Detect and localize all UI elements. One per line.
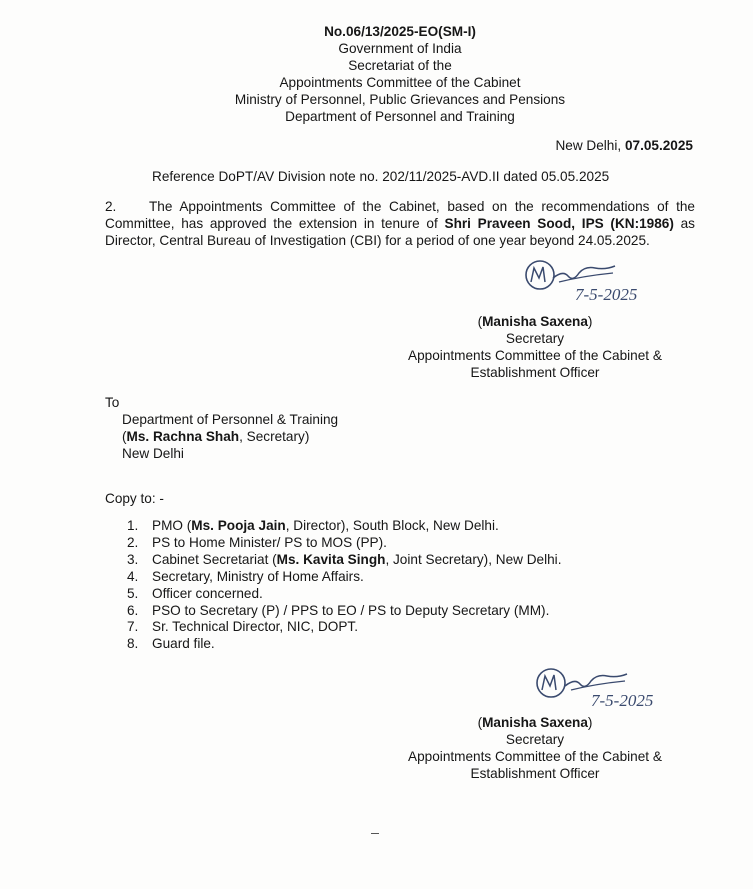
signature-block-2 [335, 714, 735, 782]
signatory-name: Manisha Saxena [482, 314, 588, 329]
main-paragraph [105, 198, 695, 249]
handwritten-signature-1 [523, 258, 683, 313]
signatory-name-line: (Manisha Saxena) [477, 314, 593, 329]
list-item: 1. PMO (Ms. Pooja Jain, Director), South Block, New Delhi. [127, 518, 499, 533]
to-label: To [105, 395, 120, 410]
signature-date-2: 7-5-2025 [591, 691, 654, 710]
header-line-1: Government of India [338, 41, 462, 56]
signature-block-1 [335, 313, 735, 381]
header-line-3: Appointments Committee of the Cabinet [279, 75, 521, 90]
signature-date-1: 7-5-2025 [575, 285, 638, 304]
signatory-office-1: Appointments Committee of the Cabinet & [408, 348, 662, 363]
place-date [555, 138, 693, 155]
order-number: No.06/13/2025-EO(SM-I) [324, 24, 476, 39]
page-mark [371, 833, 379, 834]
addressee-department: Department of Personnel & Training [122, 412, 339, 427]
date: 07.05.2025 [624, 138, 693, 153]
paragraph-text-after: as Director, Central Bureau of Investigation (CBI) for a period of one year beyond 24.05.2025. [105, 216, 695, 248]
place: New Delhi, [555, 138, 625, 153]
signatory-office-2: Establishment Officer [470, 766, 600, 781]
officer-name: Shri Praveen Sood, IPS (KN:1986) [444, 216, 674, 231]
copy-to-list [127, 518, 561, 653]
list-item: 5. Officer concerned. [127, 585, 263, 601]
signatory-name: Manisha Saxena [482, 715, 588, 730]
list-item: 8. Guard file. [127, 636, 215, 652]
paragraph-number: 2. [105, 199, 117, 214]
signature-scribble-1 [523, 258, 683, 308]
signatory-designation: Secretary [505, 732, 565, 747]
header-line-2: Secretariat of the [348, 58, 452, 73]
addressee-city: New Delhi [122, 446, 184, 461]
list-item: 2. PS to Home Minister/ PS to MOS (PP). [127, 534, 387, 550]
letter-header [0, 23, 753, 125]
list-item: 4. Secretary, Ministry of Home Affairs. [127, 568, 364, 584]
header-line-4: Ministry of Personnel, Public Grievances and Pensions [234, 92, 566, 107]
addressee-block [105, 394, 338, 462]
header-line-5: Department of Personnel and Training [285, 109, 515, 124]
signatory-office-1: Appointments Committee of the Cabinet & [408, 749, 662, 764]
list-item: 3. Cabinet Secretariat (Ms. Kavita Singh, Joint Secretary), New Delhi. [127, 551, 562, 567]
signatory-office-2: Establishment Officer [470, 365, 600, 380]
signatory-designation: Secretary [505, 331, 565, 346]
copy-to-label: Copy to: - [105, 491, 164, 506]
list-item: 6. PSO to Secretary (P) / PPS to EO / PS to Deputy Secretary (MM). [127, 602, 550, 618]
addressee-person: (Ms. Rachna Shah, Secretary) [122, 429, 310, 444]
reference-line: Reference DoPT/AV Division note no. 202/11/2025-AVD.II dated 05.05.2025 [152, 169, 610, 184]
handwritten-signature-2 [533, 660, 703, 715]
signatory-name-line: (Manisha Saxena) [477, 715, 593, 730]
list-item: 7. Sr. Technical Director, NIC, DOPT. [127, 619, 358, 635]
paragraph-text-before: The Appointments Committee of the Cabinet, based on the recommendations of the Committee, has approved the extension in tenure of [105, 199, 695, 231]
signature-scribble-2 [533, 660, 703, 710]
